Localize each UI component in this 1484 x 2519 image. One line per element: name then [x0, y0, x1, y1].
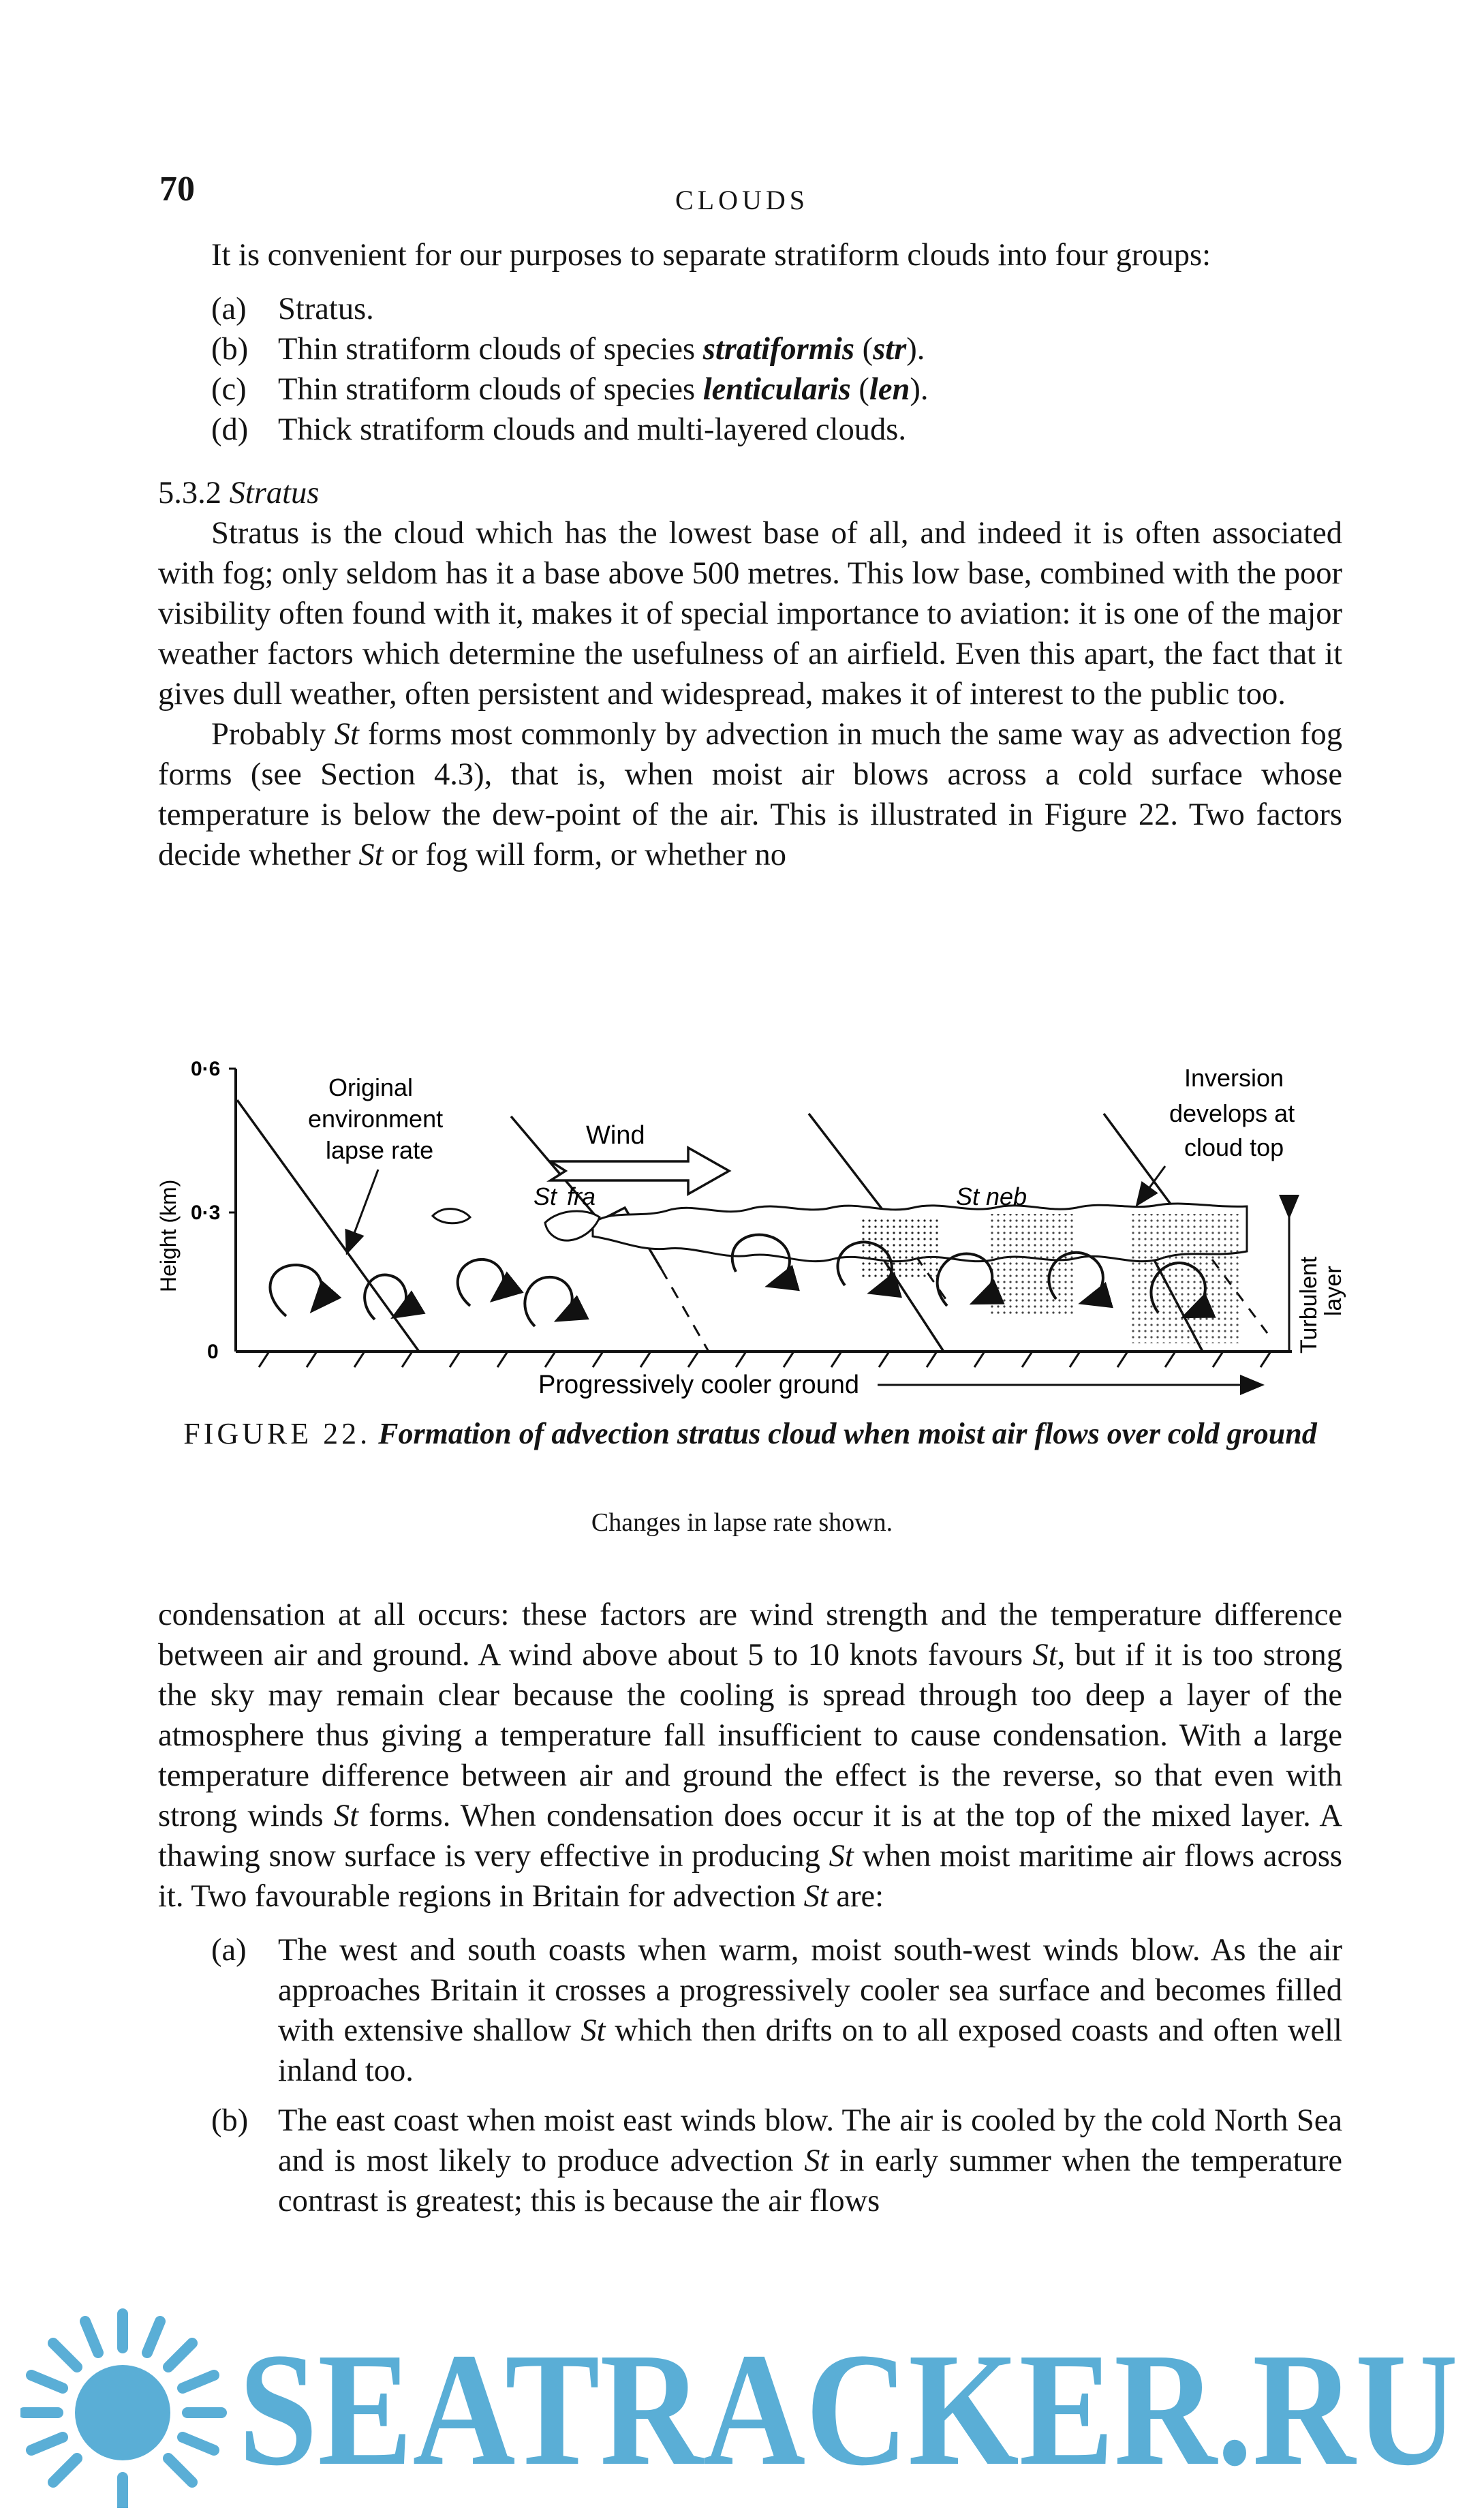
species-name: stratiformis — [702, 332, 854, 367]
page-number: 70 — [159, 170, 195, 209]
label-fra: fra — [567, 1182, 596, 1210]
cloud-shading — [1131, 1214, 1240, 1343]
watermark — [20, 2304, 1465, 2508]
y-tick-label: 0·3 — [191, 1202, 221, 1224]
list-text: Thin stratiform clouds of species — [278, 372, 703, 407]
list-suffix: . — [916, 332, 925, 367]
list-label: (b) — [211, 2103, 249, 2138]
y-tick-label: 0 — [207, 1341, 219, 1363]
label-inversion: develops at — [1169, 1099, 1295, 1127]
figure-caption — [158, 1414, 1342, 1454]
label-st: St — [534, 1182, 557, 1210]
label-turbulent: Turbulent — [1296, 1256, 1322, 1354]
list-label: (c) — [211, 372, 247, 407]
pointer-arrow — [347, 1170, 378, 1251]
y-tick-label: 0·6 — [191, 1058, 221, 1080]
list-item: (a) The west and south coasts when warm, moist south-west winds blow. As the air approaches Britain it crosses a progressively cooler sea surface and becomes filled with extensive shallow St which then drifts on to all exposed coasts and often well inland too. — [158, 1930, 1342, 2091]
cloud-shading — [988, 1214, 1077, 1316]
section-title: Stratus — [229, 476, 320, 510]
paragraph-condensation: condensation at all occurs: these factors are wind strength and the temperature difference between air and ground. A wind above about 5 to 10 knots favours St, but if it is too strong the sky may remain clear because the cooling is spread through too deep a layer of the atmosphere thus giving a temperature fall insufficient to cause condensation. With a large temperature difference between air and ground the effect is the reverse, so that even with strong winds St forms. When condensation does occur it is at the top of the mixed layer. A thawing snow surface is very effective in producing St when moist maritime air flows across it. Two favourable regions in Britain for advection St are: — [158, 1598, 1343, 1914]
label-original: environment — [308, 1105, 444, 1133]
label-st-neb: St neb — [956, 1182, 1027, 1210]
label-inversion: Inversion — [1184, 1064, 1284, 1092]
lapse-rate-dashed — [661, 1268, 709, 1352]
label-original: lapse rate — [326, 1136, 434, 1164]
figure-subcaption: Changes in lapse rate shown. — [591, 1508, 893, 1537]
cloud-shading — [859, 1217, 940, 1279]
species-abbr: str — [873, 332, 907, 367]
figure-label: FIGURE 22. — [183, 1417, 371, 1450]
sun-logo-icon — [24, 2314, 221, 2508]
section-number: 5.3.2 — [158, 476, 221, 510]
list-label: (b) — [211, 332, 249, 367]
paragraph-advection: Probably St forms most commonly by advection in much the same way as advection fog forms (see Section 4.3), that is, when moist air blows across a cold surface whose temperature is below the dew-point of the air. This is illustrated in Figure 22. Two factors decide whether St or fog will form, or whether no — [158, 717, 1343, 872]
species-name: lenticularis — [702, 372, 851, 407]
species-abbr: len — [869, 372, 910, 407]
paragraph-stratus: Stratus is the cloud which has the lowest base of all, and indeed it is often associated with fog; only seldom has it a base above 500 metres. This low base, combined with the poor visibility often found with it, makes it of special importance to aviation: it is one of the major weather factors which determine the usefulness of an airfield. Even this apart, the fact that it gives dull weather, often persistent and widespread, makes it of interest to the public too. — [158, 516, 1342, 712]
groups-list — [158, 289, 1342, 450]
section-heading — [158, 473, 1342, 513]
list-item: (b) The east coast when moist east winds blow. The air is cooled by the cold North Sea and is most likely to produce advection St in early summer when the temperature contrast is greatest; this is because the air flows — [158, 2101, 1342, 2221]
list-label: (a) — [211, 1933, 247, 1968]
list-item: (c) Thin stratiform clouds of species lenticularis (len). — [158, 369, 1342, 410]
list-text: Thin stratiform clouds of species — [278, 332, 703, 367]
figure-title: Formation of advection stratus cloud when moist air flows over cold ground — [378, 1417, 1317, 1450]
label-original: Original — [328, 1073, 414, 1101]
ground-hatching — [259, 1352, 1271, 1367]
upper-text-block — [158, 235, 1342, 875]
list-text: Thick stratiform clouds and multi-layered clouds. — [278, 412, 907, 447]
list-label: (d) — [211, 412, 249, 447]
label-inversion: cloud top — [1184, 1133, 1284, 1161]
figure-22-diagram — [150, 1047, 1349, 1401]
lower-text-block — [158, 1595, 1342, 2221]
fractus-cloud — [433, 1209, 470, 1223]
list-text: Stratus. — [278, 292, 374, 326]
list-suffix: . — [920, 372, 929, 407]
list-item — [158, 410, 1342, 450]
intro-paragraph: It is convenient for our purposes to separate stratiform clouds into four groups: — [211, 238, 1211, 273]
running-head: CLOUDS — [675, 185, 809, 215]
pointer-arrow — [1138, 1166, 1165, 1204]
regions-list — [158, 1930, 1342, 2221]
y-axis-label: Height (km) — [156, 1179, 181, 1292]
wind-label: Wind — [586, 1121, 645, 1150]
watermark-text: SEATRACKER.RU — [238, 2320, 1458, 2499]
list-item — [158, 289, 1342, 329]
fractus-cloud — [545, 1211, 600, 1240]
list-item: (b) Thin stratiform clouds of species stratiformis (str). — [158, 329, 1342, 369]
label-turbulent: layer — [1320, 1266, 1346, 1316]
list-label: (a) — [211, 292, 247, 326]
x-axis-label: Progressively cooler ground — [538, 1371, 860, 1399]
